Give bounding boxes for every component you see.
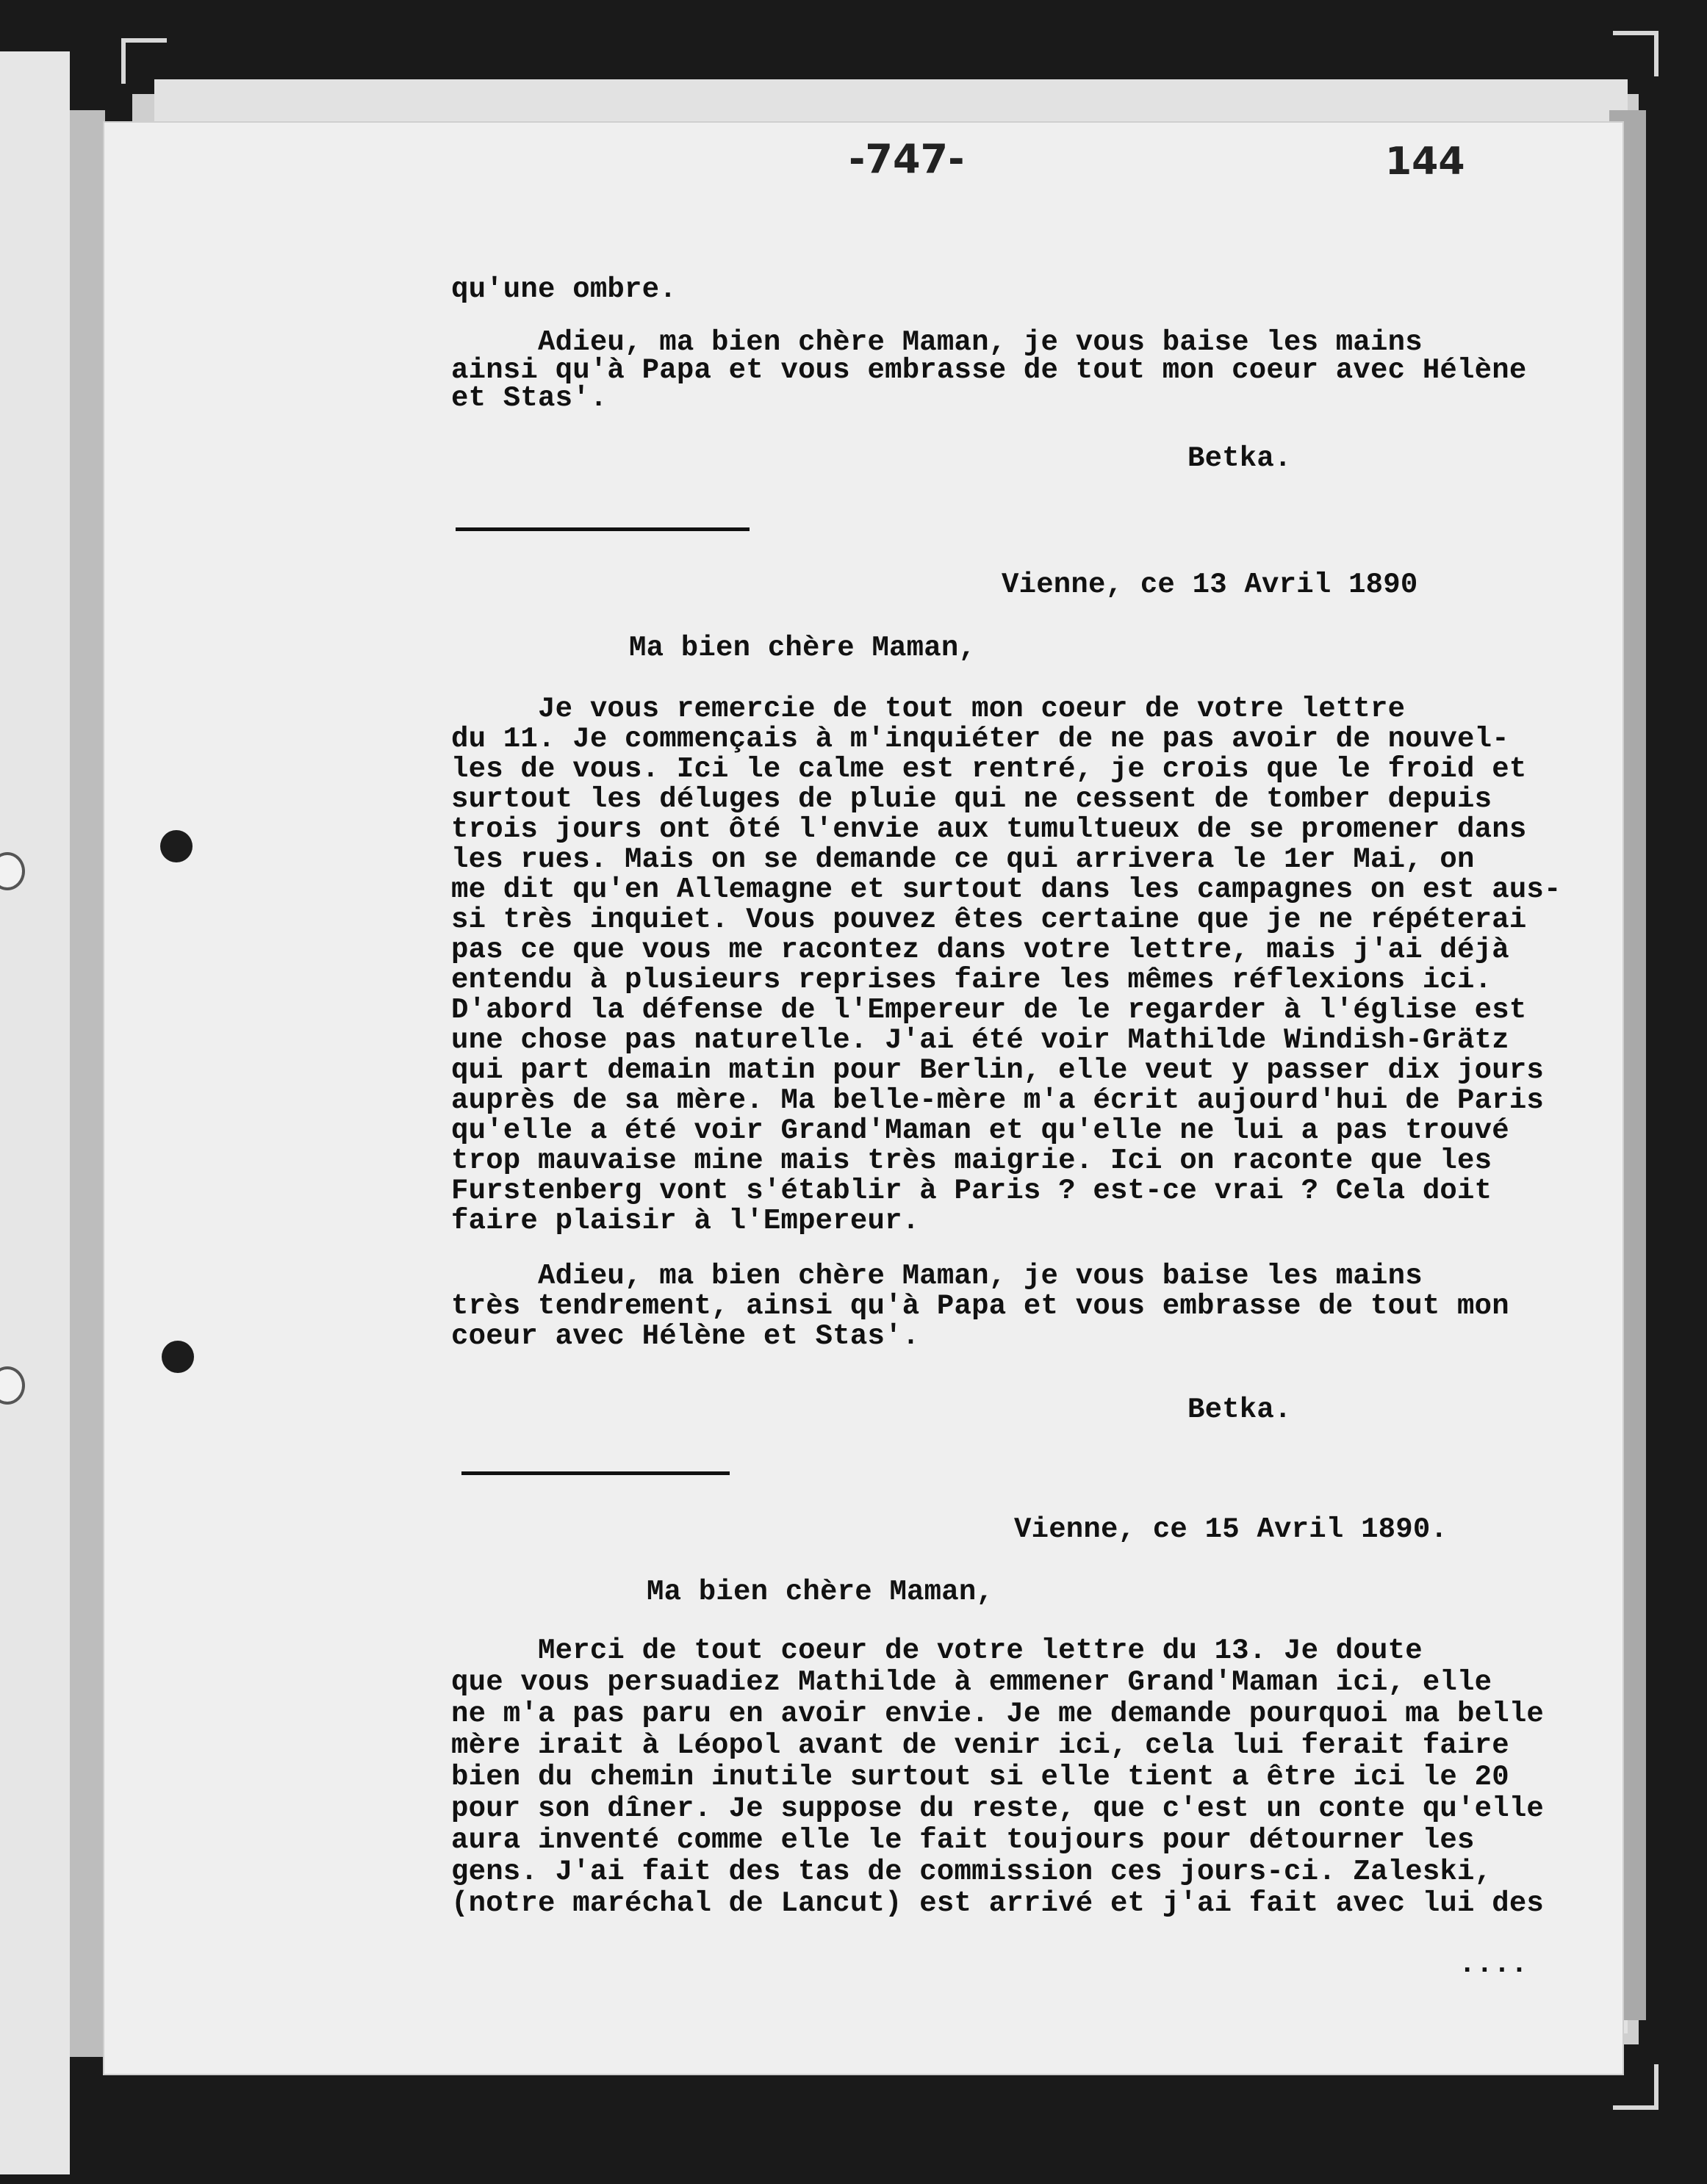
letter-2-body bbox=[451, 695, 1707, 1356]
text-line: entendu à plusieurs reprises faire les mêmes réflexions ici. bbox=[451, 964, 1492, 996]
text-line: Furstenberg vont s'établir à Paris ? est-ce vrai ? Cela doit bbox=[451, 1175, 1492, 1207]
text-line: Je vous remercie de tout mon coeur de votre lettre bbox=[451, 693, 1406, 725]
underlying-page-edge bbox=[70, 110, 105, 2057]
text-line: les de vous. Ici le calme est rentré, je crois que le froid et bbox=[451, 753, 1527, 785]
text-line: surtout les déluges de pluie qui ne cessent de tomber depuis bbox=[451, 783, 1492, 815]
text-line: si très inquiet. Vous pouvez êtes certaine que je ne répéterai bbox=[451, 904, 1527, 936]
punch-hole bbox=[160, 830, 193, 862]
text-line: que vous persuadiez Mathilde à emmener Grand'Maman ici, elle bbox=[451, 1666, 1492, 1698]
text-line: une chose pas naturelle. J'ai été voir Mathilde Windish-Grätz bbox=[451, 1024, 1509, 1056]
letter-3-body bbox=[451, 1635, 1707, 1920]
text-line: coeur avec Hélène et Stas'. bbox=[451, 1320, 920, 1352]
document-page bbox=[103, 121, 1624, 2075]
underlying-page-left bbox=[0, 51, 70, 2174]
punch-hole bbox=[162, 1341, 194, 1373]
text-line: pas ce que vous me racontez dans votre lettre, mais j'ai déjà bbox=[451, 934, 1509, 966]
letter-3-salutation: Ma bien chère Maman, bbox=[647, 1576, 994, 1608]
text-line: trop mauvaise mine mais très maigrie. Ici on raconte que les bbox=[451, 1145, 1492, 1177]
separator-rule bbox=[461, 1471, 730, 1475]
text-line: les rues. Mais on se demande ce qui arrivera le 1er Mai, on bbox=[451, 843, 1475, 876]
letter-2-salutation: Ma bien chère Maman, bbox=[629, 632, 977, 664]
separator-rule bbox=[456, 527, 750, 531]
text-line: Adieu, ma bien chère Maman, je vous baise les mains bbox=[451, 1260, 1423, 1292]
text-line: mère irait à Léopol avant de venir ici, cela lui ferait faire bbox=[451, 1729, 1509, 1762]
crop-mark-top-right bbox=[1613, 31, 1659, 76]
text-line: pour son dîner. Je suppose du reste, que c'est un conte qu'elle bbox=[451, 1792, 1545, 1825]
text-line: qui part demain matin pour Berlin, elle veut y passer dix jours bbox=[451, 1054, 1545, 1086]
text-line: très tendrement, ainsi qu'à Papa et vous embrasse de tout mon bbox=[451, 1290, 1509, 1322]
text-line: trois jours ont ôté l'envie aux tumultueux de se promener dans bbox=[451, 813, 1527, 846]
text-line: gens. J'ai fait des tas de commission ces jours-ci. Zaleski, bbox=[451, 1856, 1492, 1888]
page-mark: -747- bbox=[849, 136, 965, 182]
letter-1-body bbox=[451, 275, 1707, 422]
text-line: ainsi qu'à Papa et vous embrasse de tout mon coeur avec Hélène bbox=[451, 354, 1527, 386]
text-line: auprès de sa mère. Ma belle-mère m'a écrit aujourd'hui de Paris bbox=[451, 1084, 1545, 1117]
text-line: Adieu, ma bien chère Maman, je vous baise les mains bbox=[451, 326, 1423, 358]
letter-3-dateline: Vienne, ce 15 Avril 1890. bbox=[1014, 1513, 1448, 1546]
crop-mark-top-left bbox=[121, 38, 167, 84]
text-line: D'abord la défense de l'Empereur de le regarder à l'église est bbox=[451, 994, 1527, 1026]
text-line: bien du chemin inutile surtout si elle tient a être ici le 20 bbox=[451, 1761, 1509, 1793]
text-line: me dit qu'en Allemagne et surtout dans les campagnes on est aus- bbox=[451, 873, 1562, 906]
letter-2-dateline: Vienne, ce 13 Avril 1890 bbox=[1002, 569, 1418, 601]
text-line: aura inventé comme elle le fait toujours pour détourner les bbox=[451, 1824, 1475, 1856]
continuation-marker: .... bbox=[1459, 1948, 1528, 1981]
folio-number: 144 bbox=[1385, 140, 1465, 184]
text-line: Merci de tout coeur de votre lettre du 13. Je doute bbox=[451, 1635, 1423, 1667]
text-line: et Stas'. bbox=[451, 382, 608, 414]
letter-2-signature: Betka. bbox=[1187, 1394, 1292, 1426]
text-line: (notre maréchal de Lancut) est arrivé et j'ai fait avec lui des bbox=[451, 1887, 1545, 1920]
letter-1-signature: Betka. bbox=[1187, 442, 1292, 475]
text-line: qu'elle a été voir Grand'Maman et qu'elle ne lui a pas trouvé bbox=[451, 1114, 1509, 1147]
text-line: ne m'a pas paru en avoir envie. Je me demande pourquoi ma belle bbox=[451, 1698, 1545, 1730]
text-line: qu'une ombre. bbox=[451, 273, 677, 306]
text-line: du 11. Je commençais à m'inquiéter de ne pas avoir de nouvel- bbox=[451, 723, 1509, 755]
text-line: faire plaisir à l'Empereur. bbox=[451, 1205, 920, 1237]
